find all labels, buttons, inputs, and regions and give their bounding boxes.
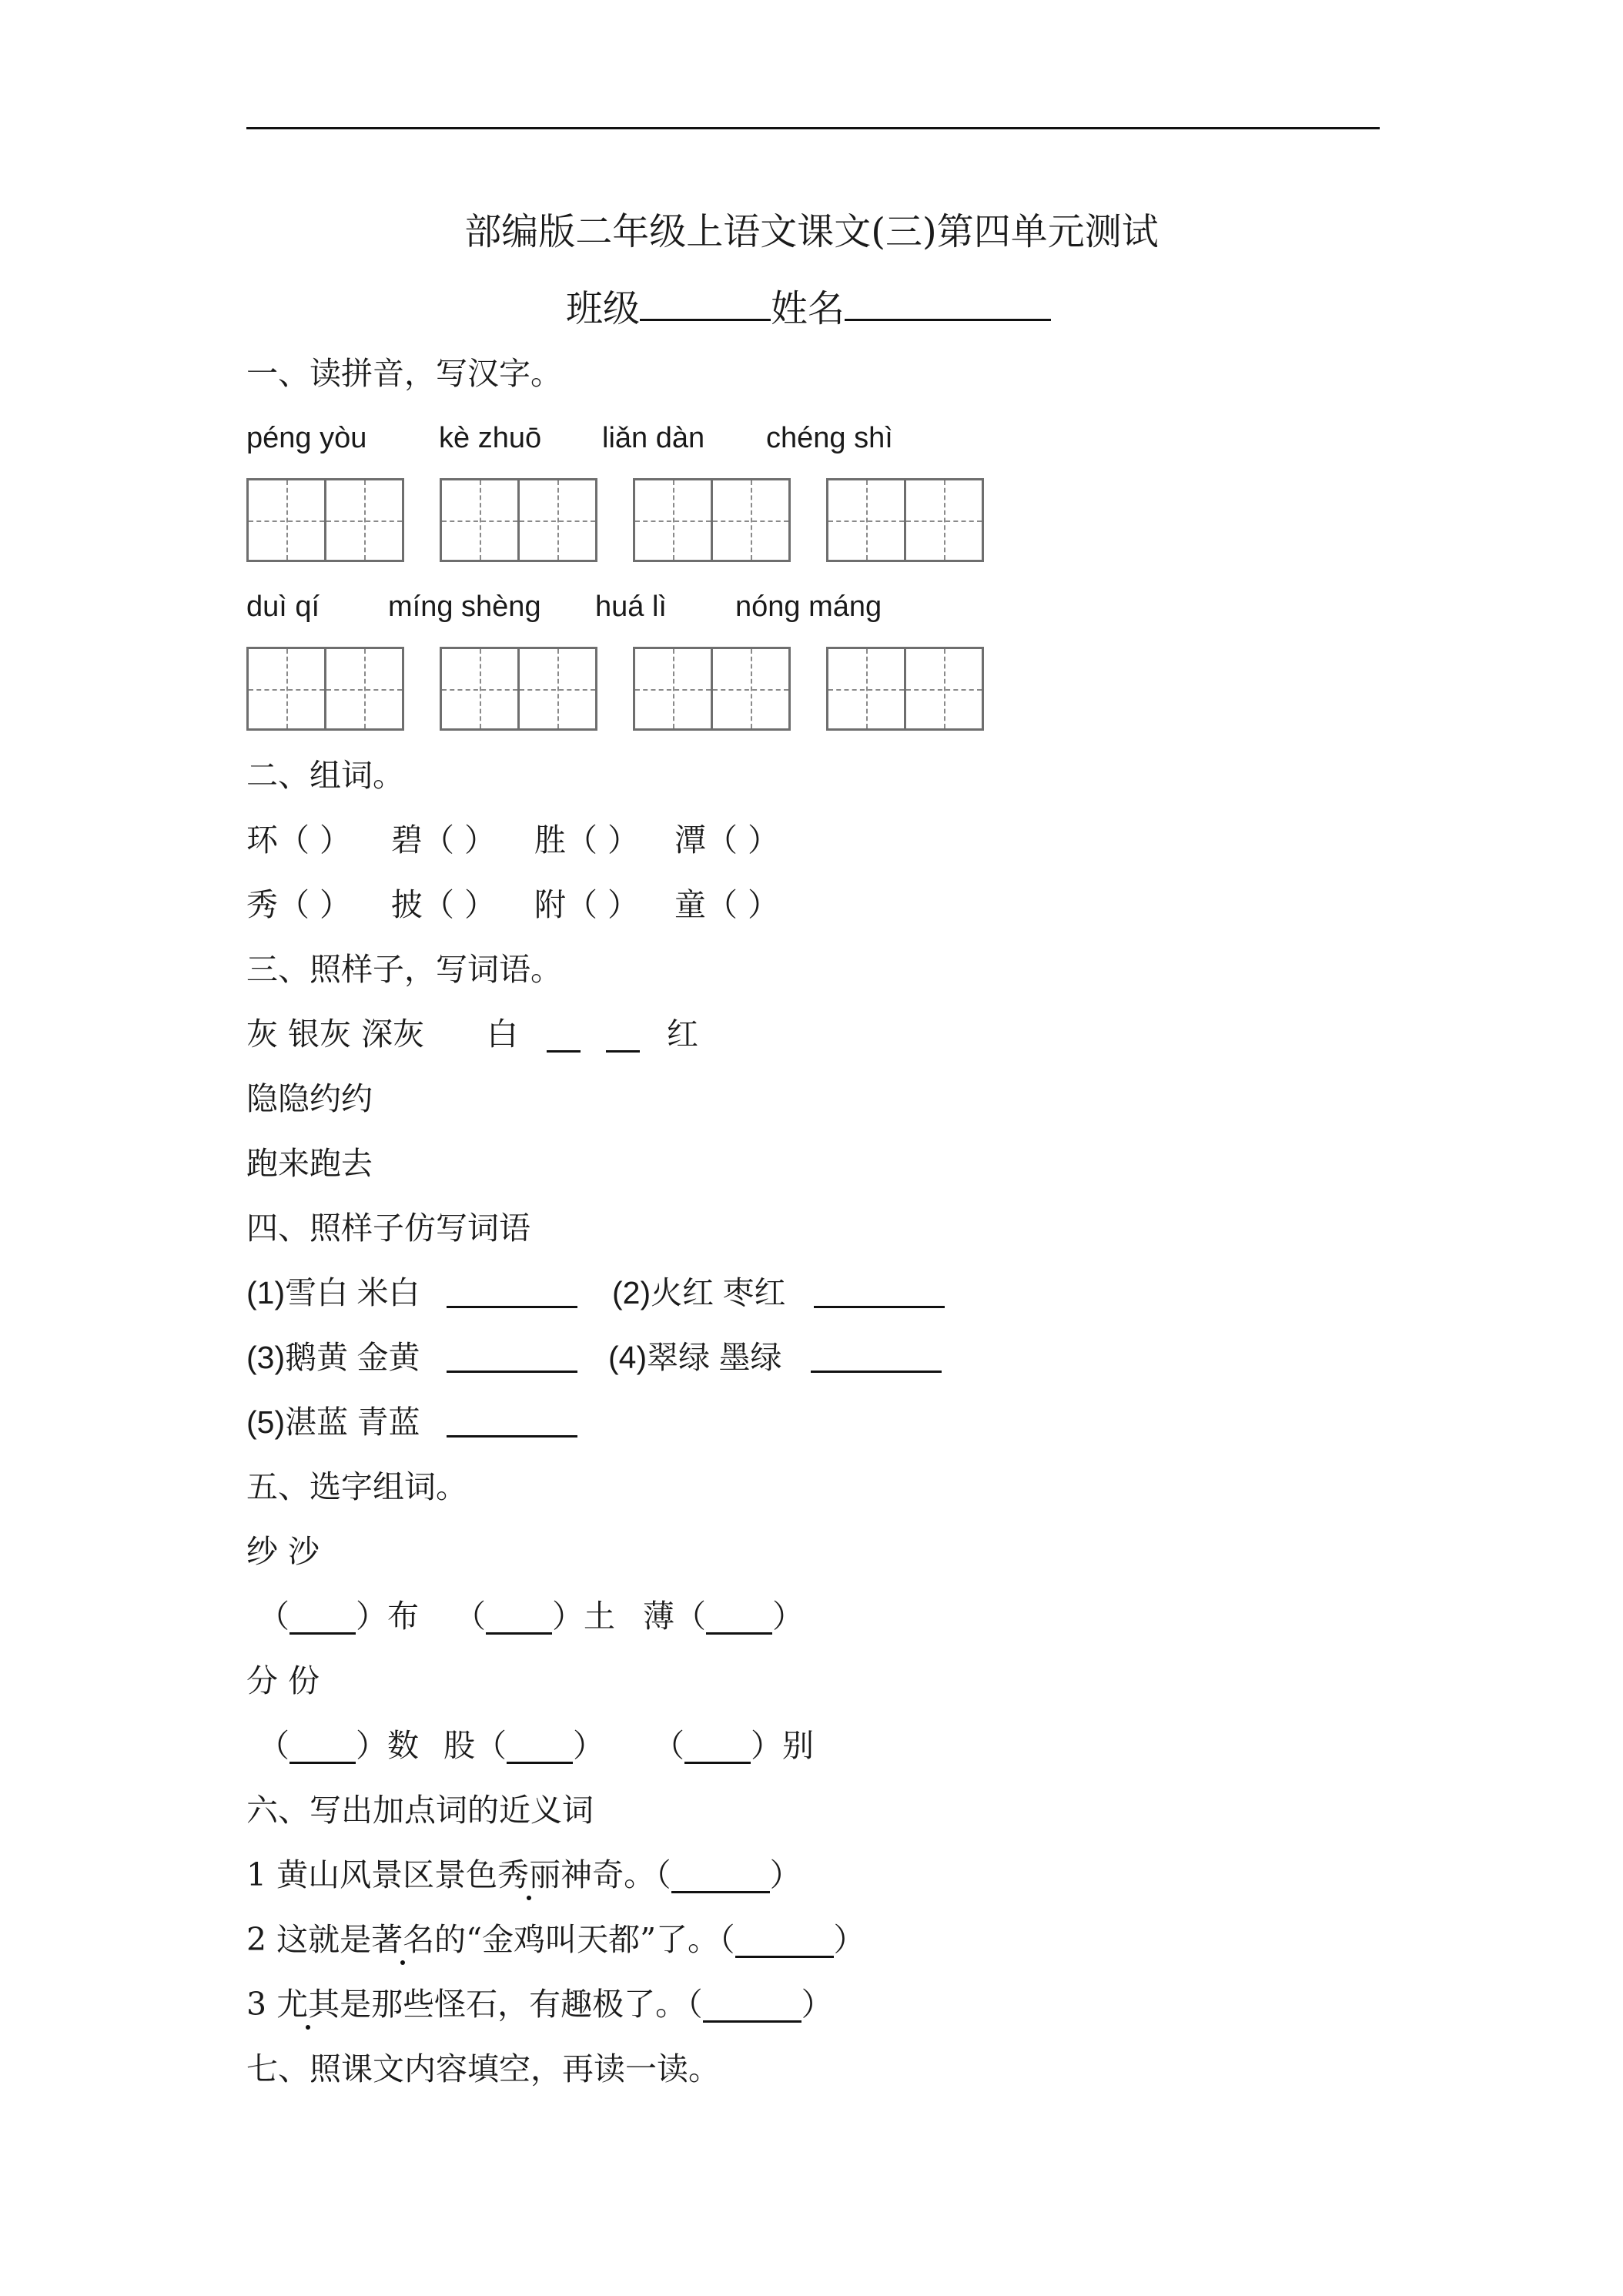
pinyin-1: péng yòu: [246, 422, 367, 454]
imitate-item: (3)鹅黄 金黄: [246, 1340, 420, 1375]
section7-heading: 七、照课文内容填空，再读一读。: [246, 2050, 720, 2087]
pinyin-6: míng shèng: [388, 591, 541, 623]
word-item[interactable]: 环（ ）: [246, 822, 352, 858]
pattern-aabb: 隐隐约约: [246, 1080, 373, 1117]
section5-heading: 五、选字组词。: [246, 1468, 467, 1505]
section1-heading: 一、读拼音，写汉字。: [246, 355, 562, 392]
writing-box-pair: [246, 647, 404, 731]
writing-box[interactable]: [246, 647, 326, 731]
writing-box[interactable]: [904, 647, 984, 731]
answer-blank[interactable]: [684, 1730, 751, 1764]
answer-blank[interactable]: [811, 1371, 942, 1373]
choice-row-2: （ ）数: [258, 1727, 419, 1764]
section6-heading: 六、写出加点词的近义词: [246, 1792, 594, 1829]
answer-blank[interactable]: [671, 1859, 770, 1893]
synonym-sentence-2: 2 这就是著名的“金鸡叫天都”了。（ ）: [246, 1921, 865, 1958]
imitate-item: (5)湛蓝 青蓝: [246, 1404, 420, 1440]
imitate-item: (2)火红 枣红: [612, 1275, 786, 1310]
choice-row-2b: 股（ ）: [443, 1727, 604, 1764]
answer-blank[interactable]: [289, 1601, 356, 1635]
choice-row-2c: （ ）别: [653, 1727, 814, 1764]
choice-row-1b: （ ）土: [454, 1598, 615, 1635]
writing-box-pair: [440, 478, 597, 562]
section2-heading: 二、组词。: [246, 757, 404, 794]
class-name-line: [566, 279, 1051, 332]
choice-row-1: （ ）布: [258, 1598, 419, 1635]
header-rule: [246, 127, 1380, 129]
word-item[interactable]: 碧（ ）: [391, 822, 497, 858]
word-item[interactable]: 秀（ ）: [246, 886, 352, 923]
dotted-word: 著名: [371, 1921, 435, 1958]
answer-blank[interactable]: [606, 1019, 640, 1053]
pinyin-5: duì qí: [246, 591, 320, 623]
pinyin-4: chéng shì: [766, 422, 893, 454]
writing-box[interactable]: [246, 478, 326, 562]
pinyin-3: liǎn dàn: [602, 422, 705, 454]
answer-blank[interactable]: [447, 1306, 577, 1308]
answer-blank[interactable]: [735, 1924, 834, 1958]
writing-box-pair: [246, 478, 404, 562]
synonym-sentence-1: 1 黄山风景区景色秀丽神奇。（ ）: [246, 1856, 801, 1893]
imitate-item: (1)雪白 米白: [246, 1275, 420, 1310]
answer-blank[interactable]: [547, 1019, 581, 1053]
section3-heading: 三、照样子，写词语。: [246, 951, 562, 988]
class-label: 班级: [566, 287, 641, 330]
writing-box[interactable]: [324, 478, 404, 562]
writing-box[interactable]: [633, 478, 713, 562]
writing-box-pair: [826, 647, 984, 731]
answer-blank[interactable]: [447, 1371, 577, 1373]
pinyin-2: kè zhuō: [439, 422, 542, 454]
dotted-word: 尤其: [276, 1986, 340, 2023]
writing-box[interactable]: [633, 647, 713, 731]
answer-blank[interactable]: [703, 1989, 801, 2023]
answer-blank[interactable]: [289, 1730, 356, 1764]
section4-heading: 四、照样子仿写词语: [246, 1210, 530, 1247]
answer-blank[interactable]: [507, 1730, 573, 1764]
choice-row-1c: 薄（ ）: [643, 1598, 804, 1635]
writing-box[interactable]: [826, 478, 906, 562]
answer-blank[interactable]: [486, 1601, 552, 1635]
dotted-word: 秀丽: [497, 1856, 561, 1893]
writing-box[interactable]: [711, 647, 791, 731]
word-item[interactable]: 胜（ ）: [534, 822, 640, 858]
pinyin-8: nóng máng: [735, 591, 882, 623]
writing-box[interactable]: [517, 647, 597, 731]
pinyin-7: huá lì: [595, 591, 667, 623]
answer-blank[interactable]: [814, 1306, 945, 1308]
writing-box-pair: [440, 647, 597, 731]
pattern-abac: 跑来跑去: [246, 1145, 373, 1182]
writing-box[interactable]: [826, 647, 906, 731]
writing-box[interactable]: [904, 478, 984, 562]
char-choice-2: 分 份: [246, 1662, 320, 1699]
word-item[interactable]: 童（ ）: [674, 886, 780, 923]
writing-box[interactable]: [440, 647, 520, 731]
answer-blank[interactable]: [447, 1435, 577, 1438]
imitate-item: (4)翠绿 墨绿: [608, 1340, 782, 1375]
red-label: 红: [667, 1016, 698, 1053]
word-item[interactable]: 附（ ）: [534, 886, 640, 923]
writing-box[interactable]: [324, 647, 404, 731]
word-item[interactable]: 披（ ）: [391, 886, 497, 923]
writing-box[interactable]: [517, 478, 597, 562]
writing-box[interactable]: [440, 478, 520, 562]
white-label: 白: [487, 1016, 518, 1053]
answer-blank[interactable]: [706, 1601, 772, 1635]
name-blank[interactable]: [845, 316, 1051, 321]
name-label: 姓名: [771, 287, 845, 330]
writing-box-pair: [633, 478, 791, 562]
word-item[interactable]: 潭（ ）: [674, 822, 780, 858]
writing-box-pair: [826, 478, 984, 562]
example-gray: 灰 银灰 深灰: [246, 1016, 425, 1053]
char-choice-1: 纱 沙: [246, 1533, 320, 1570]
writing-box[interactable]: [711, 478, 791, 562]
white-prompt: [487, 1016, 640, 1053]
class-blank[interactable]: [640, 316, 771, 321]
writing-box-pair: [633, 647, 791, 731]
synonym-sentence-3: 3 尤其是那些怪石，有趣极了。（ ）: [246, 1986, 833, 2023]
page-title: 部编版二年级上语文课文(三)第四单元测试: [464, 210, 1159, 253]
